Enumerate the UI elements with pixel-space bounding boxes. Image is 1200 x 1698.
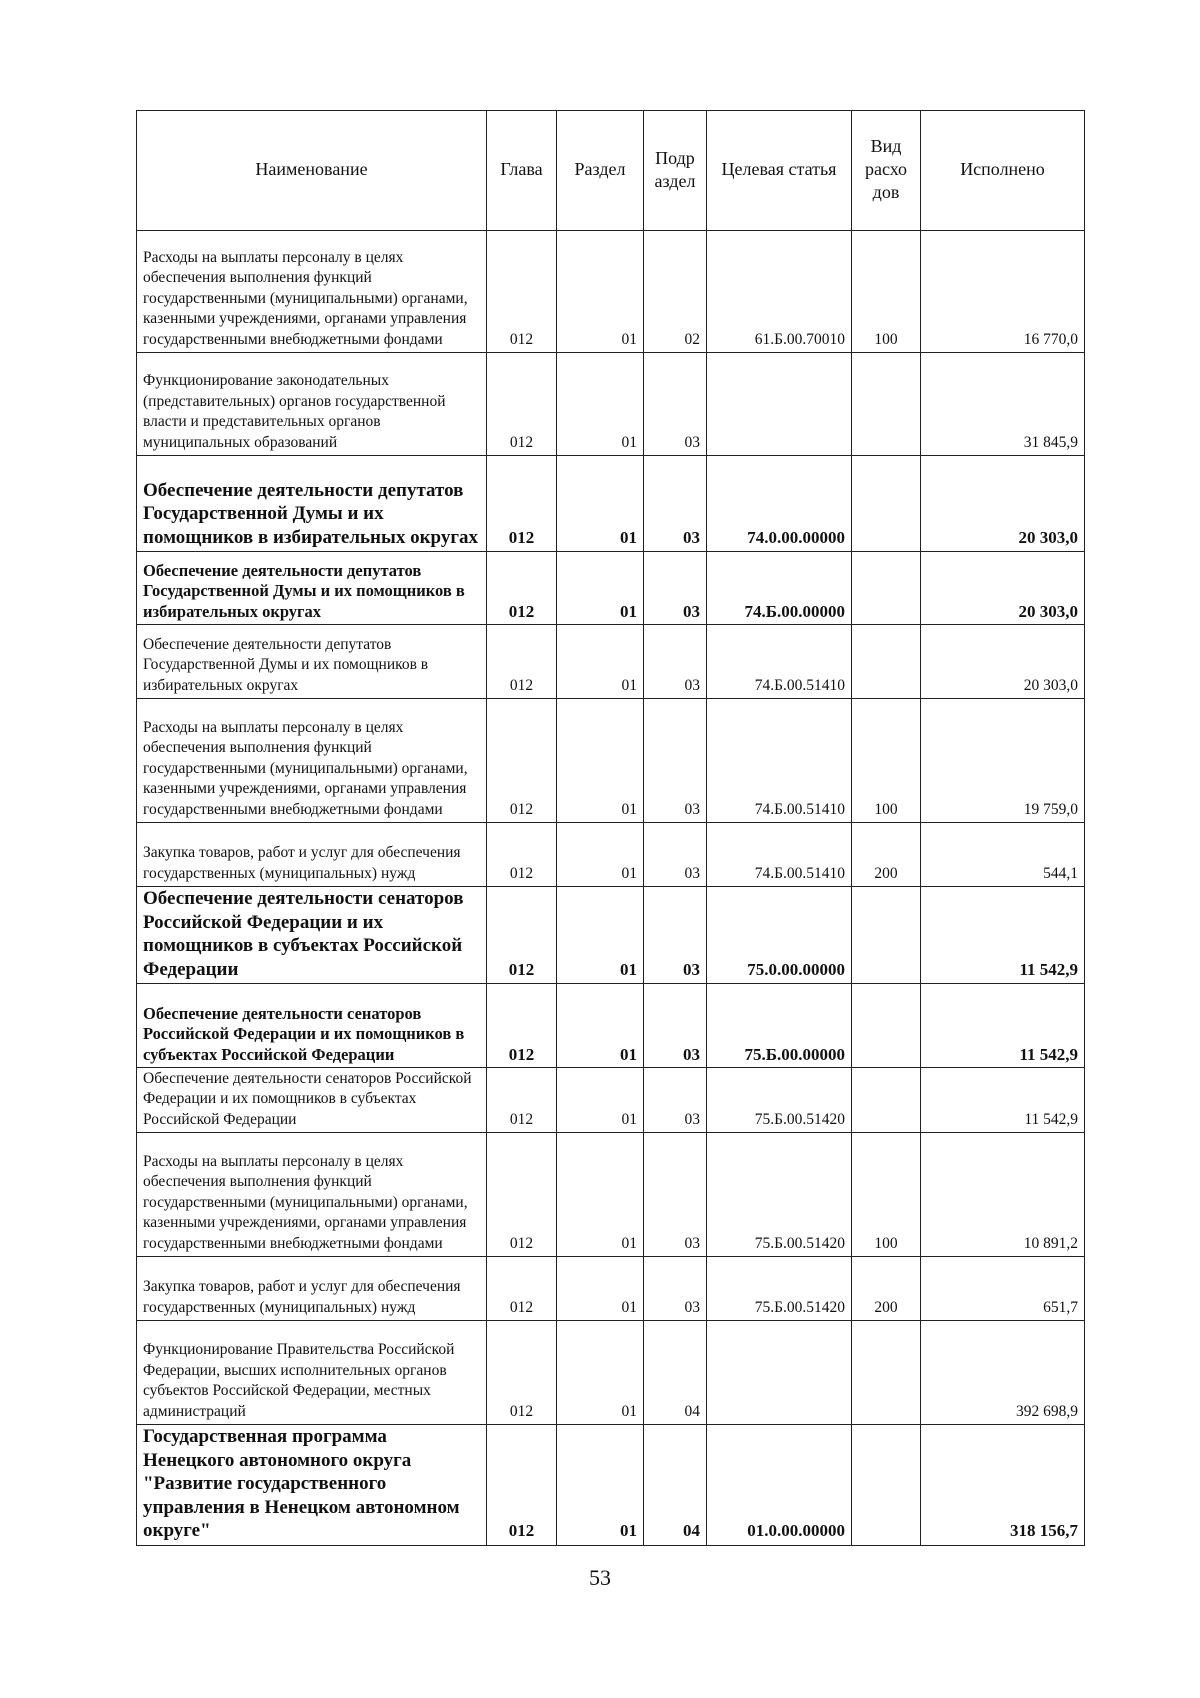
row-vid xyxy=(852,887,921,984)
row-ispolneno: 20 303,0 xyxy=(921,552,1085,625)
row-tselevaya: 75.Б.00.51420 xyxy=(707,1257,852,1321)
row-razdel: 01 xyxy=(557,552,644,625)
row-podrazdel: 03 xyxy=(644,984,707,1068)
row-vid: 200 xyxy=(852,1257,921,1321)
row-ispolneno: 651,7 xyxy=(921,1257,1085,1321)
row-podrazdel: 02 xyxy=(644,231,707,353)
row-tselevaya: 74.Б.00.51410 xyxy=(707,625,852,699)
header-podrazdel: Подр аздел xyxy=(644,111,707,231)
row-glava: 012 xyxy=(487,625,557,699)
row-glava: 012 xyxy=(487,456,557,552)
row-name: Закупка товаров, работ и услуг для обеспечения государственных (муниципальных) нужд xyxy=(137,823,487,887)
budget-table xyxy=(136,110,1085,1546)
table-row xyxy=(137,823,1085,887)
row-name: Обеспечение деятельности депутатов Государственной Думы и их помощников в избирательных округах xyxy=(137,625,487,699)
row-razdel: 01 xyxy=(557,699,644,823)
row-podrazdel: 04 xyxy=(644,1321,707,1425)
row-tselevaya: 74.0.00.00000 xyxy=(707,456,852,552)
row-podrazdel: 03 xyxy=(644,1133,707,1257)
row-razdel: 01 xyxy=(557,456,644,552)
row-razdel: 01 xyxy=(557,887,644,984)
row-vid xyxy=(852,1425,921,1546)
row-vid xyxy=(852,456,921,552)
row-ispolneno: 318 156,7 xyxy=(921,1425,1085,1546)
row-name: Обеспечение деятельности депутатов Государственной Думы и их помощников в избирательных округах xyxy=(137,552,487,625)
row-tselevaya: 74.Б.00.51410 xyxy=(707,699,852,823)
row-ispolneno: 19 759,0 xyxy=(921,699,1085,823)
header-tselevaya: Целевая статья xyxy=(707,111,852,231)
row-tselevaya: 75.Б.00.51420 xyxy=(707,1068,852,1133)
row-glava: 012 xyxy=(487,552,557,625)
row-glava: 012 xyxy=(487,1068,557,1133)
row-glava: 012 xyxy=(487,699,557,823)
row-glava: 012 xyxy=(487,887,557,984)
row-name: Расходы на выплаты персоналу в целях обеспечения выполнения функций государственными (муниципальными) органами, казенными учреждениями, органами управления государственными внебюджетными фондами xyxy=(137,1133,487,1257)
row-podrazdel: 04 xyxy=(644,1425,707,1546)
row-podrazdel: 03 xyxy=(644,823,707,887)
row-name: Функционирование законодательных (представительных) органов государственной власти и представительных органов муниципальных образований xyxy=(137,353,487,456)
row-razdel: 01 xyxy=(557,1321,644,1425)
row-ispolneno: 20 303,0 xyxy=(921,625,1085,699)
row-razdel: 01 xyxy=(557,1133,644,1257)
row-podrazdel: 03 xyxy=(644,625,707,699)
header-vid: Вид расхо дов xyxy=(852,111,921,231)
row-name: Расходы на выплаты персоналу в целях обеспечения выполнения функций государственными (муниципальными) органами, казенными учреждениями, органами управления государственными внебюджетными фондами xyxy=(137,699,487,823)
row-tselevaya xyxy=(707,1321,852,1425)
row-razdel: 01 xyxy=(557,984,644,1068)
row-vid xyxy=(852,552,921,625)
row-podrazdel: 03 xyxy=(644,353,707,456)
table-row xyxy=(137,1068,1085,1133)
page-number: 53 xyxy=(589,1565,611,1590)
row-ispolneno: 20 303,0 xyxy=(921,456,1085,552)
row-vid xyxy=(852,625,921,699)
row-glava: 012 xyxy=(487,984,557,1068)
row-podrazdel: 03 xyxy=(644,456,707,552)
table-row xyxy=(137,699,1085,823)
table-row xyxy=(137,552,1085,625)
row-podrazdel: 03 xyxy=(644,1257,707,1321)
table-row xyxy=(137,231,1085,353)
row-razdel: 01 xyxy=(557,231,644,353)
row-glava: 012 xyxy=(487,1425,557,1546)
row-ispolneno: 10 891,2 xyxy=(921,1133,1085,1257)
row-podrazdel: 03 xyxy=(644,1068,707,1133)
row-name: Обеспечение деятельности депутатов Государственной Думы и их помощников в избирательных округах xyxy=(137,456,487,552)
row-name: Расходы на выплаты персоналу в целях обеспечения выполнения функций государственными (муниципальными) органами, казенными учреждениями, органами управления государственными внебюджетными фондами xyxy=(137,231,487,353)
row-name: Обеспечение деятельности сенаторов Российской Федерации и их помощников в субъектах Российской Федерации xyxy=(137,984,487,1068)
table-row xyxy=(137,1133,1085,1257)
row-razdel: 01 xyxy=(557,823,644,887)
table-row xyxy=(137,353,1085,456)
row-glava: 012 xyxy=(487,231,557,353)
row-vid: 100 xyxy=(852,1133,921,1257)
row-glava: 012 xyxy=(487,1321,557,1425)
row-vid xyxy=(852,1068,921,1133)
row-tselevaya xyxy=(707,353,852,456)
row-tselevaya: 75.Б.00.51420 xyxy=(707,1133,852,1257)
row-tselevaya: 75.Б.00.00000 xyxy=(707,984,852,1068)
row-tselevaya: 01.0.00.00000 xyxy=(707,1425,852,1546)
header-ispolneno: Исполнено xyxy=(921,111,1085,231)
row-razdel: 01 xyxy=(557,625,644,699)
row-vid xyxy=(852,984,921,1068)
table-row xyxy=(137,887,1085,984)
row-vid xyxy=(852,1321,921,1425)
row-ispolneno: 31 845,9 xyxy=(921,353,1085,456)
row-razdel: 01 xyxy=(557,1068,644,1133)
row-glava: 012 xyxy=(487,1133,557,1257)
row-glava: 012 xyxy=(487,353,557,456)
table-row xyxy=(137,1257,1085,1321)
row-ispolneno: 392 698,9 xyxy=(921,1321,1085,1425)
row-razdel: 01 xyxy=(557,1257,644,1321)
table-header-row xyxy=(137,111,1085,231)
row-ispolneno: 11 542,9 xyxy=(921,1068,1085,1133)
row-name: Обеспечение деятельности сенаторов Российской Федерации и их помощников в субъектах Российской Федерации xyxy=(137,887,487,984)
table-row xyxy=(137,1425,1085,1546)
row-podrazdel: 03 xyxy=(644,887,707,984)
row-tselevaya: 75.0.00.00000 xyxy=(707,887,852,984)
row-razdel: 01 xyxy=(557,1425,644,1546)
row-tselevaya: 61.Б.00.70010 xyxy=(707,231,852,353)
row-vid: 100 xyxy=(852,231,921,353)
header-glava: Глава xyxy=(487,111,557,231)
row-name: Закупка товаров, работ и услуг для обеспечения государственных (муниципальных) нужд xyxy=(137,1257,487,1321)
row-ispolneno: 544,1 xyxy=(921,823,1085,887)
row-tselevaya: 74.Б.00.00000 xyxy=(707,552,852,625)
table-row xyxy=(137,625,1085,699)
row-name: Обеспечение деятельности сенаторов Российской Федерации и их помощников в субъектах Российской Федерации xyxy=(137,1068,487,1133)
row-glava: 012 xyxy=(487,823,557,887)
header-razdel: Раздел xyxy=(557,111,644,231)
table-row xyxy=(137,1321,1085,1425)
row-ispolneno: 11 542,9 xyxy=(921,887,1085,984)
row-glava: 012 xyxy=(487,1257,557,1321)
row-ispolneno: 16 770,0 xyxy=(921,231,1085,353)
row-razdel: 01 xyxy=(557,353,644,456)
header-name: Наименование xyxy=(137,111,487,231)
row-vid xyxy=(852,353,921,456)
row-vid: 200 xyxy=(852,823,921,887)
row-ispolneno: 11 542,9 xyxy=(921,984,1085,1068)
table-row xyxy=(137,456,1085,552)
table-row xyxy=(137,984,1085,1068)
row-name: Государственная программа Ненецкого автономного округа "Развитие государственного управления в Ненецком автономном округе" xyxy=(137,1425,487,1546)
row-name: Функционирование Правительства Российской Федерации, высших исполнительных органов субъектов Российской Федерации, местных администраций xyxy=(137,1321,487,1425)
row-vid: 100 xyxy=(852,699,921,823)
row-podrazdel: 03 xyxy=(644,699,707,823)
row-tselevaya: 74.Б.00.51410 xyxy=(707,823,852,887)
row-podrazdel: 03 xyxy=(644,552,707,625)
